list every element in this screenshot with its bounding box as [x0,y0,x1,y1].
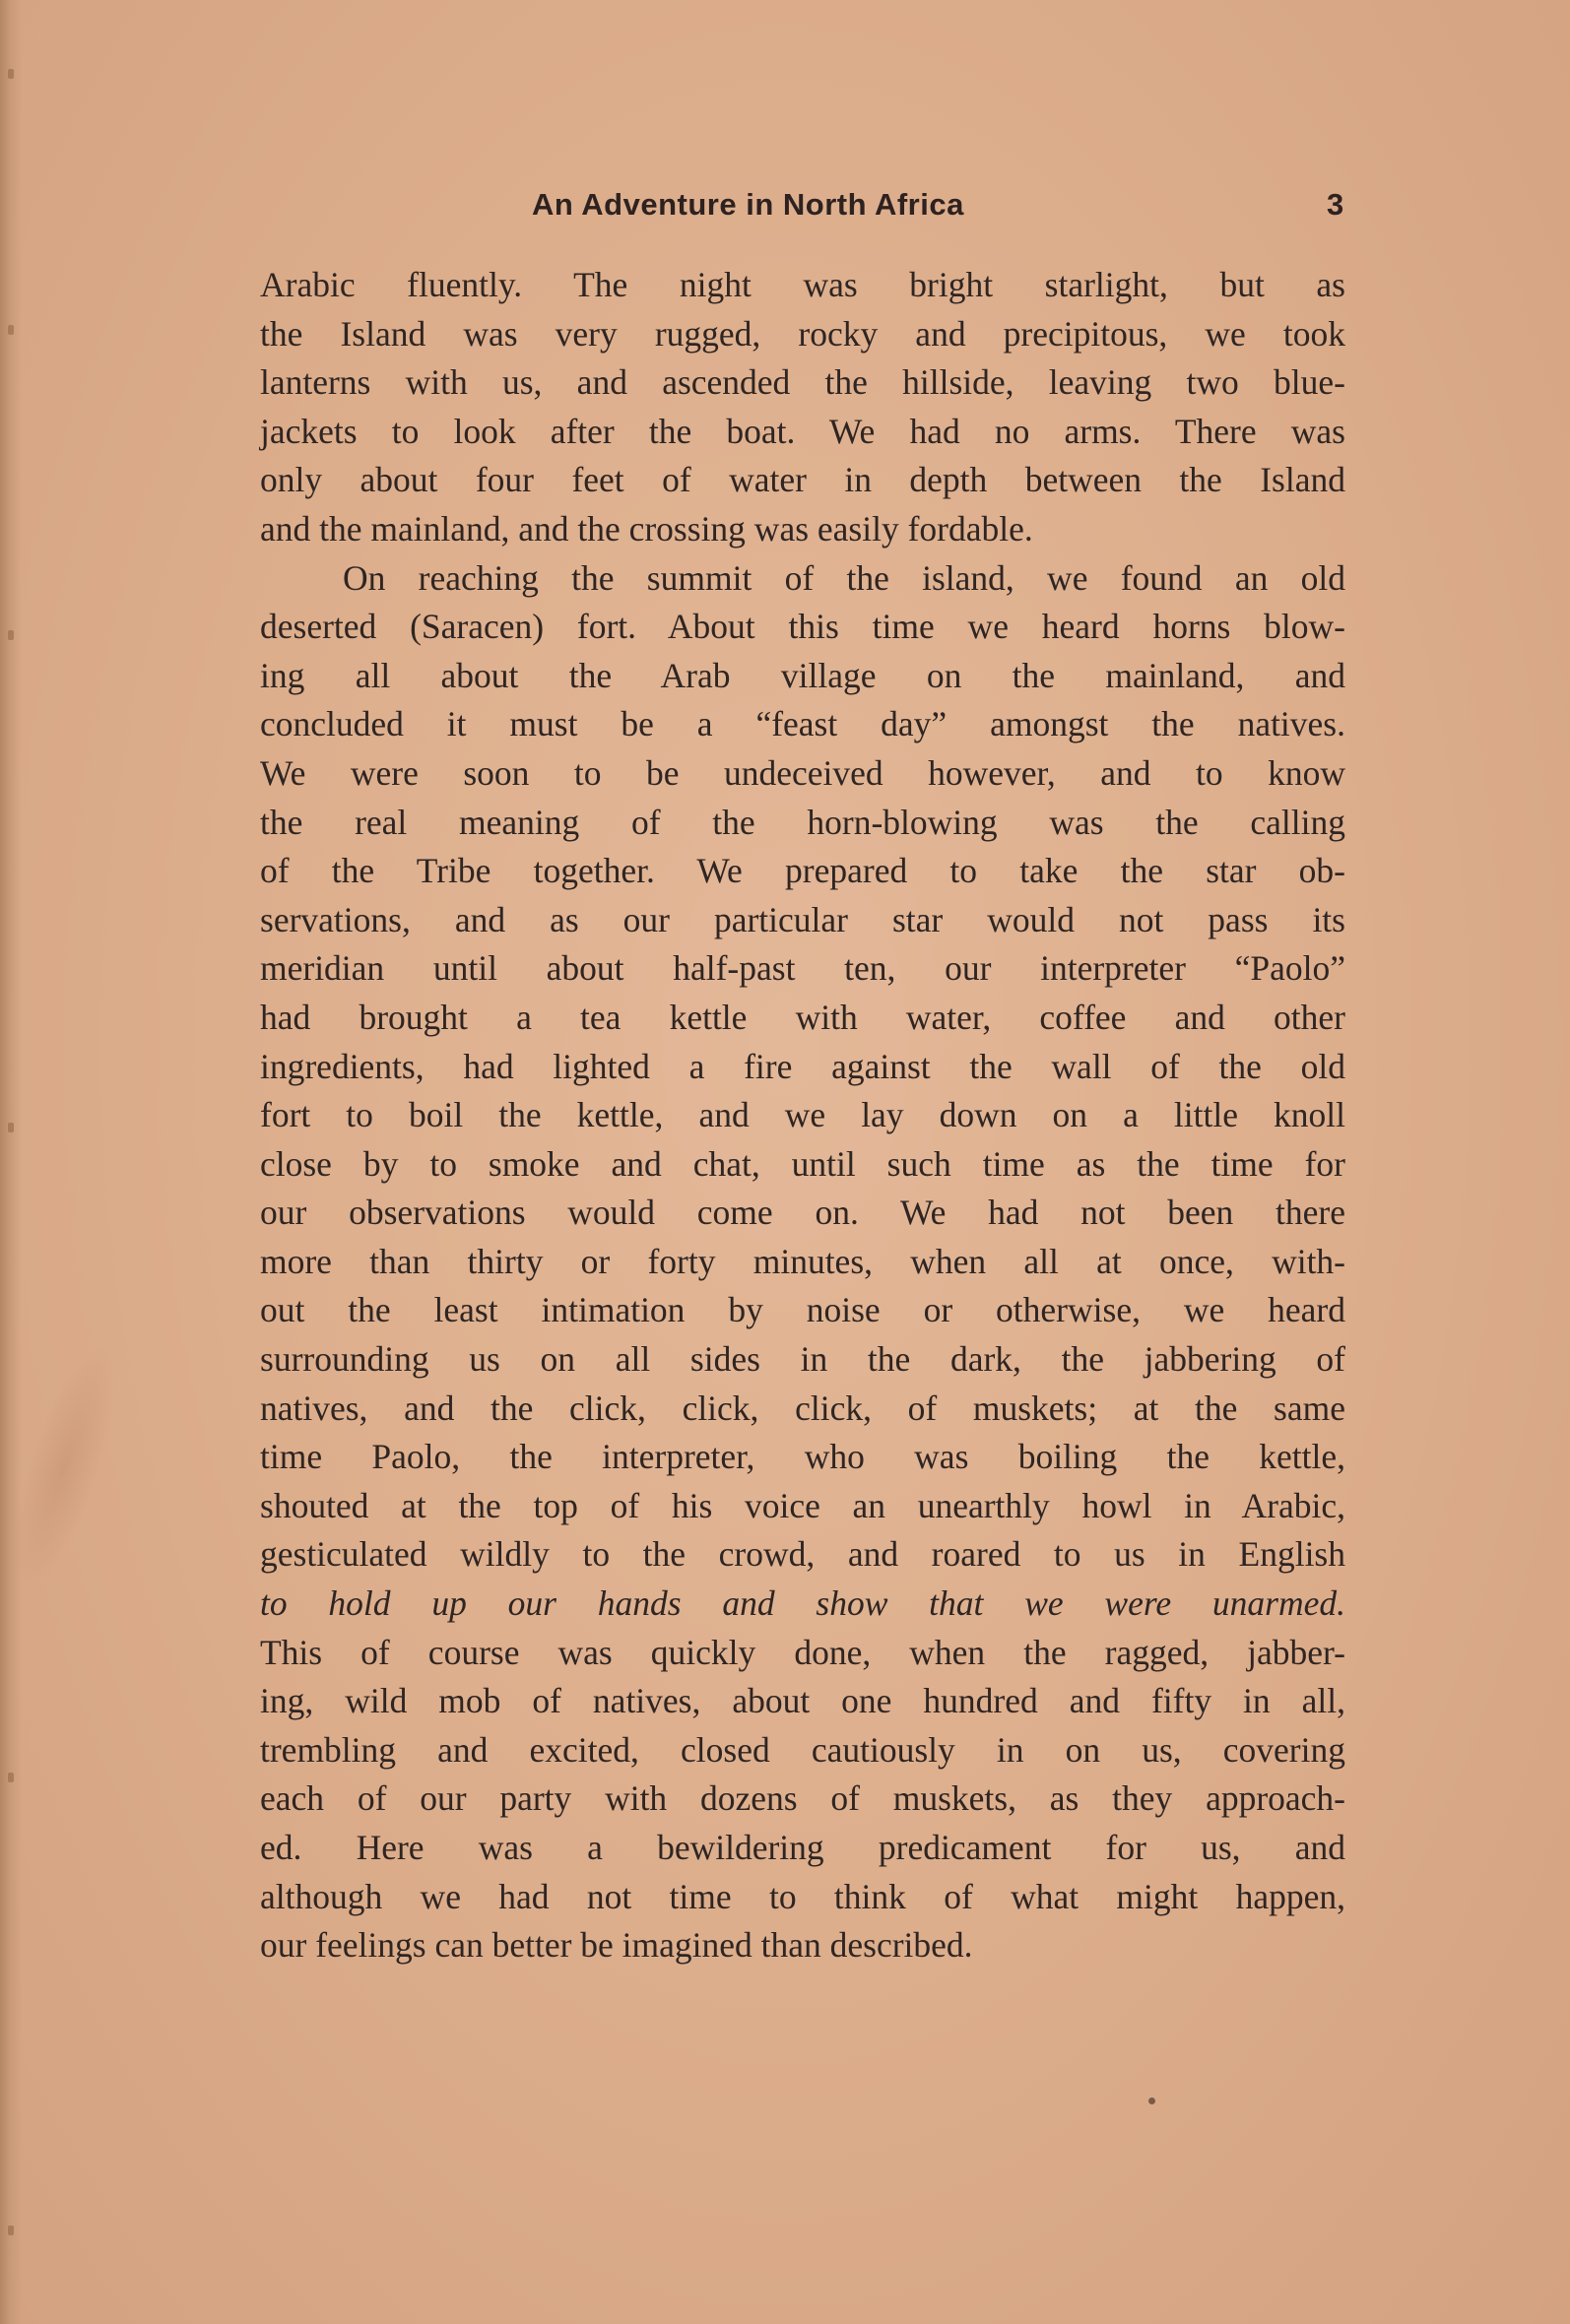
text-line: fort to boil the kettle, and we lay down on a little knoll [260,1095,1345,1135]
text-line: concluded it must be a “feast day” amongst the natives. [260,704,1345,744]
binding-edge [0,0,22,2324]
text-line: more than thirty or forty minutes, when all at once, with- [260,1241,1345,1281]
text-line: our observations would come on. We had not been there [260,1193,1345,1233]
text-line: We were soon to be undeceived however, and to know [260,752,1345,793]
text-line: On reaching the summit of the island, we found an old [343,557,1345,598]
text-line: close by to smoke and chat, until such time as the time for [260,1143,1345,1184]
text-line: ed. Here was a bewildering predicament for us, and [260,1828,1345,1867]
binding-stitch [8,2226,14,2235]
text-line: the real meaning of the horn-blowing was the calling [260,802,1345,842]
text-line: natives, and the click, click, click, of muskets; at the same [260,1388,1345,1428]
text-line: ing all about the Arab village on the mainland, and [260,655,1345,695]
text-line: each of our party with dozens of muskets, as they approach- [260,1778,1345,1819]
text-line: trembling and excited, closed cautiously in on us, covering [260,1729,1345,1770]
binding-stitch [8,325,14,335]
text-line: had brought a tea kettle with water, coffee and other [260,997,1345,1037]
page-number: 3 [1327,187,1344,222]
running-head [0,187,1570,230]
text-line: time Paolo, the interpreter, who was boiling the kettle, [260,1437,1345,1477]
running-head-title: An Adventure in North Africa [532,187,964,222]
text-line: shouted at the top of his voice an unearthly howl in Arabic, [260,1485,1345,1525]
text-line: surrounding us on all sides in the dark, the jabbering of [260,1339,1345,1380]
text-line: servations, and as our particular star would not pass its [260,899,1345,939]
text-line: the Island was very rugged, rocky and precipitous, we took [260,313,1345,354]
text-line: ingredients, had lighted a fire against the wall of the old [260,1046,1345,1086]
text-line: although we had not time to think of what might happen, [260,1876,1345,1916]
text-line: and the mainland, and the crossing was easily fordable. [260,508,1033,549]
text-line: jackets to look after the boat. We had no arms. There was [260,411,1345,451]
text-line: only about four feet of water in depth between the Island [260,460,1345,500]
text-line: deserted (Saracen) fort. About this time we heard horns blow- [260,607,1345,647]
text-line: Arabic fluently. The night was bright starlight, but as [260,265,1345,304]
text-line: meridian until about half-past ten, our interpreter “Paolo” [260,948,1345,989]
text-line: our feelings can better be imagined than described. [260,1925,973,1966]
body-text [260,261,1345,1970]
binding-stitch [8,630,14,640]
binding-stitch [8,69,14,79]
text-line: ing, wild mob of natives, about one hundred and fifty in all, [260,1681,1345,1721]
binding-stitch [8,1123,14,1132]
ink-speck [1148,2098,1155,2104]
text-line-italic: to hold up our hands and show that we were unarmed. [260,1583,1345,1624]
text-line: lanterns with us, and ascended the hillside, leaving two blue- [260,362,1345,403]
binding-stitch [8,1773,14,1782]
text-line: of the Tribe together. We prepared to take the star ob- [260,851,1345,891]
text-line: gesticulated wildly to the crowd, and roared to us in English [260,1534,1345,1575]
text-line: This of course was quickly done, when the ragged, jabber- [260,1632,1345,1672]
text-line: out the least intimation by noise or otherwise, we heard [260,1290,1345,1330]
